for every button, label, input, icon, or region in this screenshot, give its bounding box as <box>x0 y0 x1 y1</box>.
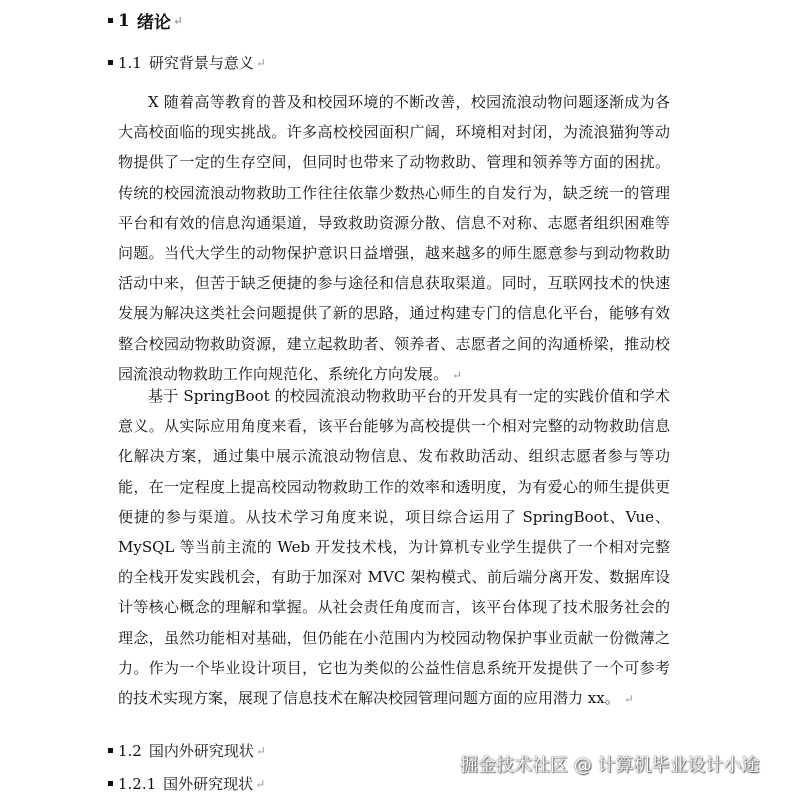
heading-title: 国外研究现状 <box>163 775 254 793</box>
heading-number: 1 <box>118 10 130 31</box>
paragraph-text: 基于 SpringBoot 的校园流浪动物救助平台的开发具有一定的实践价值和学术意义。从实际应用角度来看，该平台能够为高校提供一个相对完整的动物救助信息化解决方案，通过集中展示流浪动物信息、发布救助活动、组织志愿者参与等功能，在一定程度上提高校园动物救助工作的效率和透明度，为有爱心的师生提供更便捷的参与渠道。从技术学习角度来说，项目综合运用了 SpringBoot、Vue、MySQL 等当前主流的 Web 开发技术栈，为计算机专业学生提供了一个相对完整的全栈开发实践机会，有助于加深对 MVC 架构模式、前后端分离开发、数据库设计等核心概念的理解和掌握。从社会责任角度而言，该平台体现了技术服务社会的理念，虽然功能相对基础，但仍能在小范围内为校园动物保护事业贡献一份微薄之力。作为一个毕业设计项目，它也为类似的公益性信息系统开发提供了一个可参考的技术实现方案，展现了信息技术在解决校园管理问题方面的应用潜力 xx。 <box>118 387 670 708</box>
list-bullet <box>108 748 113 753</box>
paragraph-significance <box>118 381 670 714</box>
heading-1-2-1 <box>108 773 265 794</box>
heading-number: 1.2.1 <box>118 774 157 793</box>
heading-title: 绪论 <box>136 13 171 33</box>
paragraph-mark-icon: ↵ <box>172 13 183 28</box>
list-bullet <box>108 18 113 23</box>
paragraph-mark-icon: ↵ <box>623 692 634 707</box>
heading-number: 1.2 <box>118 741 142 760</box>
heading-number: 1.1 <box>118 53 142 72</box>
heading-title: 国内外研究现状 <box>148 742 254 760</box>
paragraph-mark-icon: ↵ <box>255 743 266 758</box>
heading-1 <box>108 8 183 33</box>
paragraph-mark-icon: ↵ <box>452 367 463 382</box>
watermark: 掘金技术社区 @ 计算机毕业设计小途 <box>460 755 760 776</box>
list-bullet <box>108 781 113 786</box>
paragraph-mark-icon: ↵ <box>255 776 266 791</box>
list-bullet <box>108 60 113 65</box>
paragraph-mark-icon: ↵ <box>255 55 266 70</box>
heading-title: 研究背景与意义 <box>148 54 254 72</box>
heading-1-1 <box>108 52 266 73</box>
heading-1-2 <box>108 740 266 761</box>
paragraph-text: X 随着高等教育的普及和校园环境的不断改善，校园流浪动物问题逐渐成为各大高校面临的现实挑战。许多高校校园面积广阔，环境相对封闭，为流浪猫狗等动物提供了一定的生存空间，但同时也带来了动物救助、管理和领养等方面的困扰。传统的校园流浪动物救助工作往往依靠少数热心师生的自发行为，缺乏统一的管理平台和有效的信息沟通渠道，导致救助资源分散、信息不对称、志愿者组织困难等问题。当代大学生的动物保护意识日益增强，越来越多的师生愿意参与到动物救助活动中来，但苦于缺乏便捷的参与途径和信息获取渠道。同时，互联网技术的快速发展为解决这类社会问题提供了新的思路，通过构建专门的信息化平台，能够有效整合校园动物救助资源，建立起救助者、领养者、志愿者之间的沟通桥梁，推动校园流浪动物救助工作向规范化、系统化方向发展。 <box>118 93 670 383</box>
paragraph-background <box>118 87 670 390</box>
